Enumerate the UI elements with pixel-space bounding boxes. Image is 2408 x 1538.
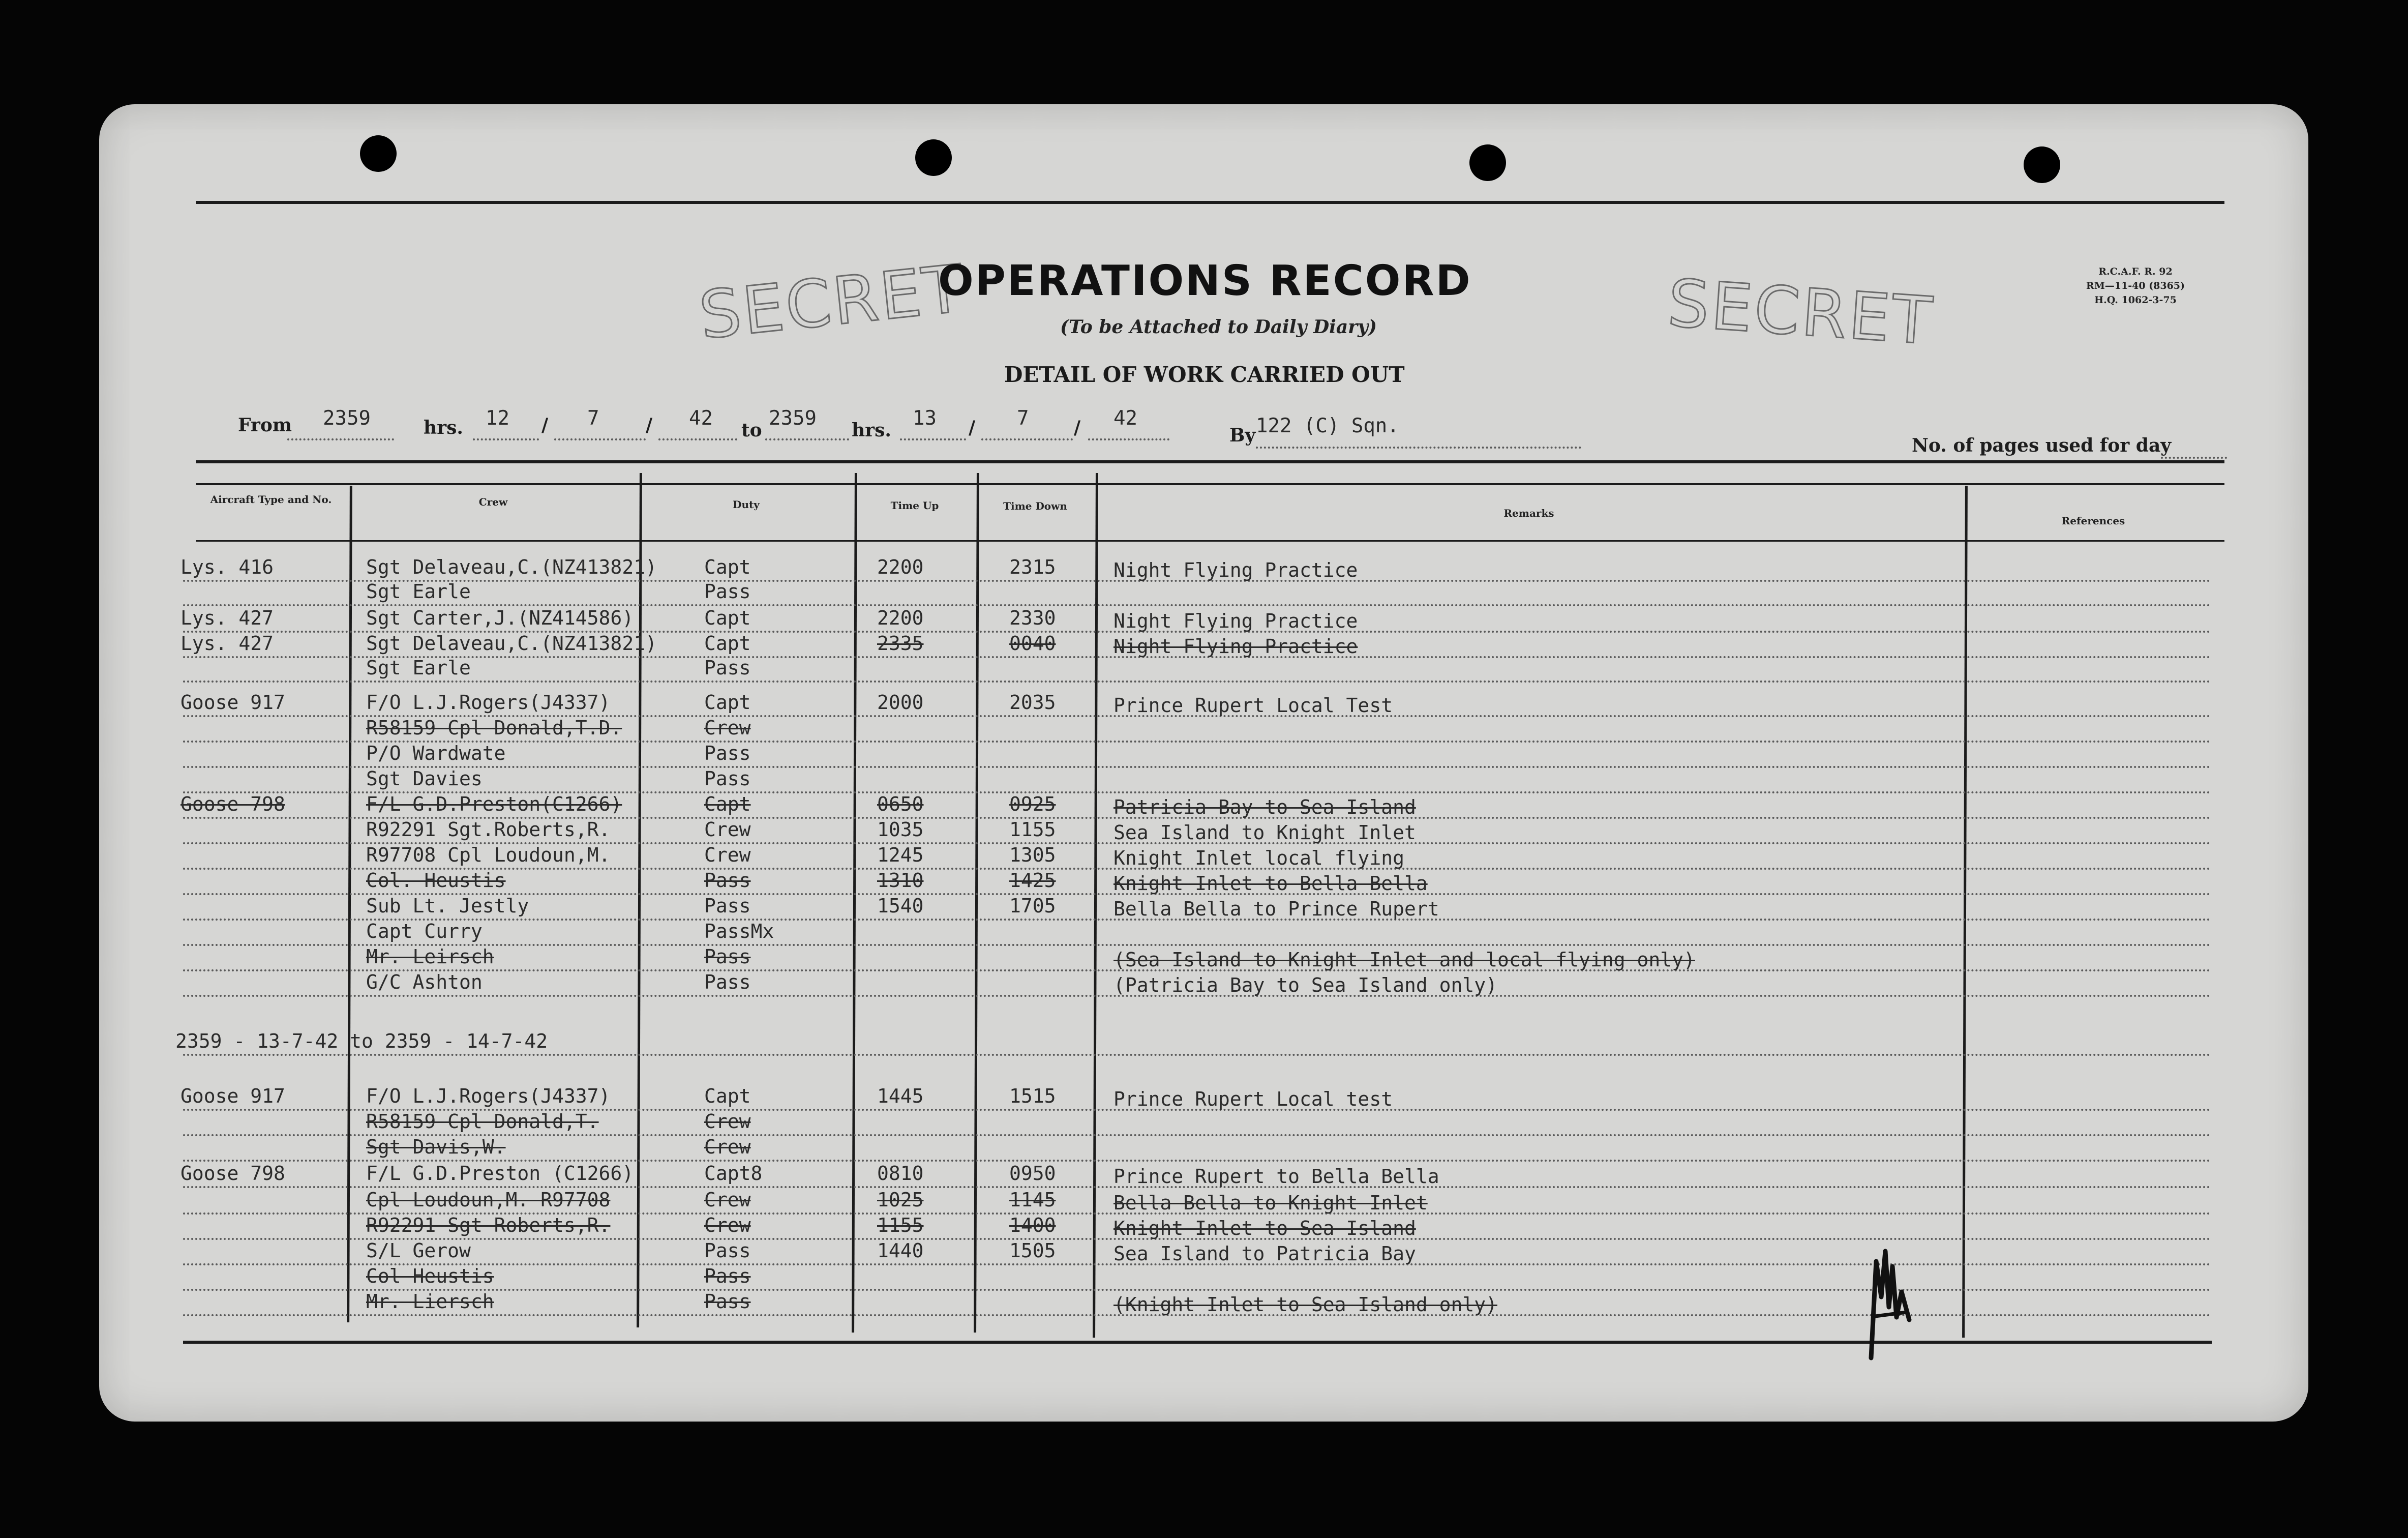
col-header-time-down: Time Down bbox=[1003, 500, 1067, 512]
crew-cell: R58159 Cpl Donald,T. bbox=[366, 1110, 599, 1133]
row-guide-line bbox=[183, 604, 2212, 606]
remarks-cell: Prince Rupert to Bella Bella bbox=[1113, 1165, 1439, 1188]
duty-cell: Crew bbox=[704, 844, 751, 866]
row-guide-line bbox=[183, 1054, 2212, 1056]
time-up-cell: 1445 bbox=[877, 1085, 924, 1107]
duty-cell: Crew bbox=[704, 717, 751, 739]
crew-cell: R97708 Cpl Loudoun,M. bbox=[366, 844, 611, 866]
remarks-cell: (Knight Inlet to Sea Island only) bbox=[1113, 1293, 1497, 1316]
duty-cell: Crew bbox=[704, 1189, 751, 1211]
crew-cell: Sgt Delaveau,C.(NZ413821) bbox=[366, 632, 657, 655]
handwritten-initials bbox=[1861, 1231, 1917, 1363]
remarks-cell: Night Flying Practice bbox=[1113, 635, 1358, 658]
remarks-cell: Knight Inlet local flying bbox=[1113, 847, 1404, 869]
crew-cell: Mr. Liersch bbox=[366, 1290, 494, 1313]
table-top-rule bbox=[196, 460, 2224, 463]
from-time-line bbox=[287, 438, 394, 440]
duty-cell: Pass bbox=[704, 971, 751, 993]
hrs-label: hrs. bbox=[852, 420, 891, 441]
duty-cell: Capt bbox=[704, 607, 751, 629]
col-header-references: References bbox=[2061, 515, 2125, 527]
duty-cell: Capt bbox=[704, 691, 751, 714]
pages-line bbox=[2161, 457, 2227, 459]
form-number: R.C.A.F. R. 92 RM—11-40 (8365) H.Q. 1062-3-75 bbox=[2086, 266, 2185, 306]
crew-cell: R58159 Cpl Donald,T.D. bbox=[366, 717, 622, 739]
crew-cell: Col. Heustis bbox=[366, 869, 506, 892]
crew-cell: Sgt Earle bbox=[366, 580, 471, 603]
crew-cell: Sgt Delaveau,C.(NZ413821) bbox=[366, 556, 657, 578]
crew-cell: Mr. Leirsch bbox=[366, 945, 494, 968]
time-down-cell: 1705 bbox=[1009, 895, 1056, 917]
page-subtitle: (To be Attached to Daily Diary) bbox=[1060, 316, 1377, 338]
time-down-cell: 1145 bbox=[1009, 1189, 1056, 1211]
time-up-cell: 0810 bbox=[877, 1162, 924, 1185]
aircraft-cell: Goose 798 bbox=[180, 793, 285, 815]
duty-cell: Pass bbox=[704, 657, 751, 679]
punch-hole bbox=[360, 135, 397, 172]
crew-cell: Sgt Earle bbox=[366, 657, 471, 679]
time-down-cell: 1400 bbox=[1009, 1214, 1056, 1236]
row-guide-line bbox=[183, 766, 2212, 768]
to-year: 42 bbox=[1113, 407, 1137, 430]
aircraft-cell: Goose 917 bbox=[180, 691, 285, 714]
remarks-cell: Prince Rupert Local Test bbox=[1113, 694, 1393, 717]
time-down-cell: 1425 bbox=[1009, 869, 1056, 892]
crew-cell: F/O L.J.Rogers(J4337) bbox=[366, 1085, 611, 1107]
duty-cell: Pass bbox=[704, 1265, 751, 1287]
crew-cell: Capt Curry bbox=[366, 920, 483, 942]
from-day-line bbox=[473, 438, 539, 440]
time-up-cell: 2200 bbox=[877, 556, 924, 578]
duty-cell: Capt bbox=[704, 556, 751, 578]
duty-cell: Pass bbox=[704, 869, 751, 892]
date-sep: / bbox=[1074, 417, 1081, 438]
time-up-cell: 1025 bbox=[877, 1189, 924, 1211]
crew-cell: F/L G.D.Preston (C1266) bbox=[366, 1162, 634, 1185]
col-header-duty: Duty bbox=[733, 498, 760, 511]
date-sep: / bbox=[646, 415, 653, 436]
to-year-line bbox=[1088, 438, 1169, 440]
crew-cell: Cpl Loudoun,M. R97708 bbox=[366, 1189, 611, 1211]
time-down-cell: 1305 bbox=[1009, 844, 1056, 866]
time-down-cell: 1515 bbox=[1009, 1085, 1056, 1107]
remarks-cell: Sea Island to Patricia Bay bbox=[1113, 1243, 1416, 1265]
remarks-cell: (Patricia Bay to Sea Island only) bbox=[1113, 974, 1497, 996]
remarks-cell: (Sea Island to Knight Inlet and local flying only) bbox=[1113, 949, 1695, 971]
aircraft-cell: Goose 917 bbox=[180, 1085, 285, 1107]
col-header-time-up: Time Up bbox=[890, 499, 939, 512]
date-sep: / bbox=[969, 417, 976, 438]
squadron: 122 (C) Sqn. bbox=[1256, 415, 1399, 437]
time-up-cell: 1155 bbox=[877, 1214, 924, 1236]
from-month: 7 bbox=[587, 407, 599, 430]
to-time: 2359 bbox=[769, 407, 817, 430]
crew-cell: R92291 Sgt Roberts,R. bbox=[366, 1214, 611, 1236]
time-up-cell: 2000 bbox=[877, 691, 924, 714]
page-title: OPERATIONS RECORD bbox=[938, 257, 1472, 305]
crew-cell: Sgt Davies bbox=[366, 767, 483, 790]
duty-cell: Capt bbox=[704, 632, 751, 655]
aircraft-cell: Lys. 427 bbox=[180, 632, 274, 655]
crew-cell: P/O Wardwate bbox=[366, 742, 506, 764]
duty-cell: Capt8 bbox=[704, 1162, 763, 1185]
to-time-line bbox=[765, 438, 849, 440]
secret-stamp-right: SECRET bbox=[1665, 265, 1937, 360]
crew-cell: Col Heustis bbox=[366, 1265, 494, 1287]
row-guide-line bbox=[183, 681, 2212, 683]
to-month-line bbox=[981, 438, 1073, 440]
from-year-line bbox=[658, 438, 737, 440]
from-time: 2359 bbox=[323, 407, 371, 430]
time-down-cell: 2315 bbox=[1009, 556, 1056, 578]
duty-cell: Capt bbox=[704, 1085, 751, 1107]
remarks-cell: Night Flying Practice bbox=[1113, 610, 1358, 632]
remarks-cell: Bella Bella to Prince Rupert bbox=[1113, 898, 1439, 920]
from-year: 42 bbox=[689, 407, 713, 430]
crew-cell: F/L G.D.Preston(C1266) bbox=[366, 793, 622, 815]
duty-cell: Pass bbox=[704, 1290, 751, 1313]
header-bottom-rule bbox=[196, 540, 2224, 542]
crew-cell: Sgt Carter,J.(NZ414586) bbox=[366, 607, 634, 629]
time-down-cell: 2035 bbox=[1009, 691, 1056, 714]
col-header-crew: Crew bbox=[478, 496, 508, 508]
to-month: 7 bbox=[1017, 407, 1029, 430]
aircraft-cell: Lys. 427 bbox=[180, 607, 274, 629]
remarks-cell: Knight Inlet to Bella Bella bbox=[1113, 872, 1428, 895]
time-up-cell: 1035 bbox=[877, 818, 924, 841]
duty-cell: Pass bbox=[704, 767, 751, 790]
row-guide-line bbox=[183, 1160, 2212, 1162]
punch-hole bbox=[915, 139, 952, 176]
punch-hole bbox=[2024, 146, 2060, 183]
duty-cell: Capt bbox=[704, 793, 751, 815]
time-up-cell: 1310 bbox=[877, 869, 924, 892]
remarks-cell: Patricia Bay to Sea Island bbox=[1113, 796, 1416, 818]
detail-heading: DETAIL OF WORK CARRIED OUT bbox=[1004, 362, 1405, 387]
duty-cell: Crew bbox=[704, 1214, 751, 1236]
time-up-cell: 1540 bbox=[877, 895, 924, 917]
remarks-cell: Bella Bella to Knight Inlet bbox=[1113, 1192, 1428, 1214]
remarks-cell: Night Flying Practice bbox=[1113, 559, 1358, 581]
duty-cell: Pass bbox=[704, 742, 751, 764]
secret-stamp-left: SECRET bbox=[696, 251, 969, 354]
time-up-cell: 2335 bbox=[877, 632, 924, 655]
aircraft-cell: 2359 - 13-7-42 to 2359 - 14-7-42 bbox=[175, 1030, 548, 1052]
crew-cell: R92291 Sgt.Roberts,R. bbox=[366, 818, 611, 841]
hrs-label: hrs. bbox=[424, 417, 463, 438]
duty-cell: Pass bbox=[704, 945, 751, 968]
duty-cell: Pass bbox=[704, 580, 751, 603]
time-down-cell: 0925 bbox=[1009, 793, 1056, 815]
time-up-cell: 0650 bbox=[877, 793, 924, 815]
time-up-cell: 1245 bbox=[877, 844, 924, 866]
from-day: 12 bbox=[486, 407, 509, 430]
to-day: 13 bbox=[913, 407, 937, 430]
duty-cell: Pass bbox=[704, 1239, 751, 1262]
punch-hole bbox=[1469, 144, 1506, 181]
aircraft-cell: Goose 798 bbox=[180, 1162, 285, 1185]
date-sep: / bbox=[541, 415, 549, 436]
to-label: to bbox=[741, 420, 762, 441]
time-down-cell: 0950 bbox=[1009, 1162, 1056, 1185]
duty-cell: PassMx bbox=[704, 920, 774, 942]
remarks-cell: Knight Inlet to Sea Island bbox=[1113, 1217, 1416, 1239]
from-label: From bbox=[238, 415, 292, 436]
crew-cell: Sgt Davis,W. bbox=[366, 1136, 506, 1158]
remarks-cell: Prince Rupert Local test bbox=[1113, 1088, 1393, 1110]
crew-cell: S/L Gerow bbox=[366, 1239, 471, 1262]
time-down-cell: 2330 bbox=[1009, 607, 1056, 629]
col-header-aircraft: Aircraft Type and No. bbox=[210, 493, 332, 506]
to-day-line bbox=[900, 438, 966, 440]
crew-cell: F/O L.J.Rogers(J4337) bbox=[366, 691, 611, 714]
remarks-cell: Sea Island to Knight Inlet bbox=[1113, 821, 1416, 844]
duty-cell: Crew bbox=[704, 1136, 751, 1158]
pages-label: No. of pages used for day bbox=[1912, 435, 2172, 456]
table-top-rule-2 bbox=[196, 483, 2224, 485]
duty-cell: Crew bbox=[704, 818, 751, 841]
by-label: By bbox=[1229, 425, 1256, 446]
time-down-cell: 0040 bbox=[1009, 632, 1056, 655]
aircraft-cell: Lys. 416 bbox=[180, 556, 274, 578]
time-down-cell: 1505 bbox=[1009, 1239, 1056, 1262]
top-rule bbox=[196, 201, 2224, 204]
from-month-line bbox=[554, 438, 646, 440]
crew-cell: G/C Ashton bbox=[366, 971, 483, 993]
crew-cell: Sub Lt. Jestly bbox=[366, 895, 529, 917]
squadron-line bbox=[1256, 447, 1581, 449]
duty-cell: Pass bbox=[704, 895, 751, 917]
time-up-cell: 2200 bbox=[877, 607, 924, 629]
duty-cell: Crew bbox=[704, 1110, 751, 1133]
time-down-cell: 1155 bbox=[1009, 818, 1056, 841]
col-header-remarks: Remarks bbox=[1503, 507, 1554, 519]
time-up-cell: 1440 bbox=[877, 1239, 924, 1262]
